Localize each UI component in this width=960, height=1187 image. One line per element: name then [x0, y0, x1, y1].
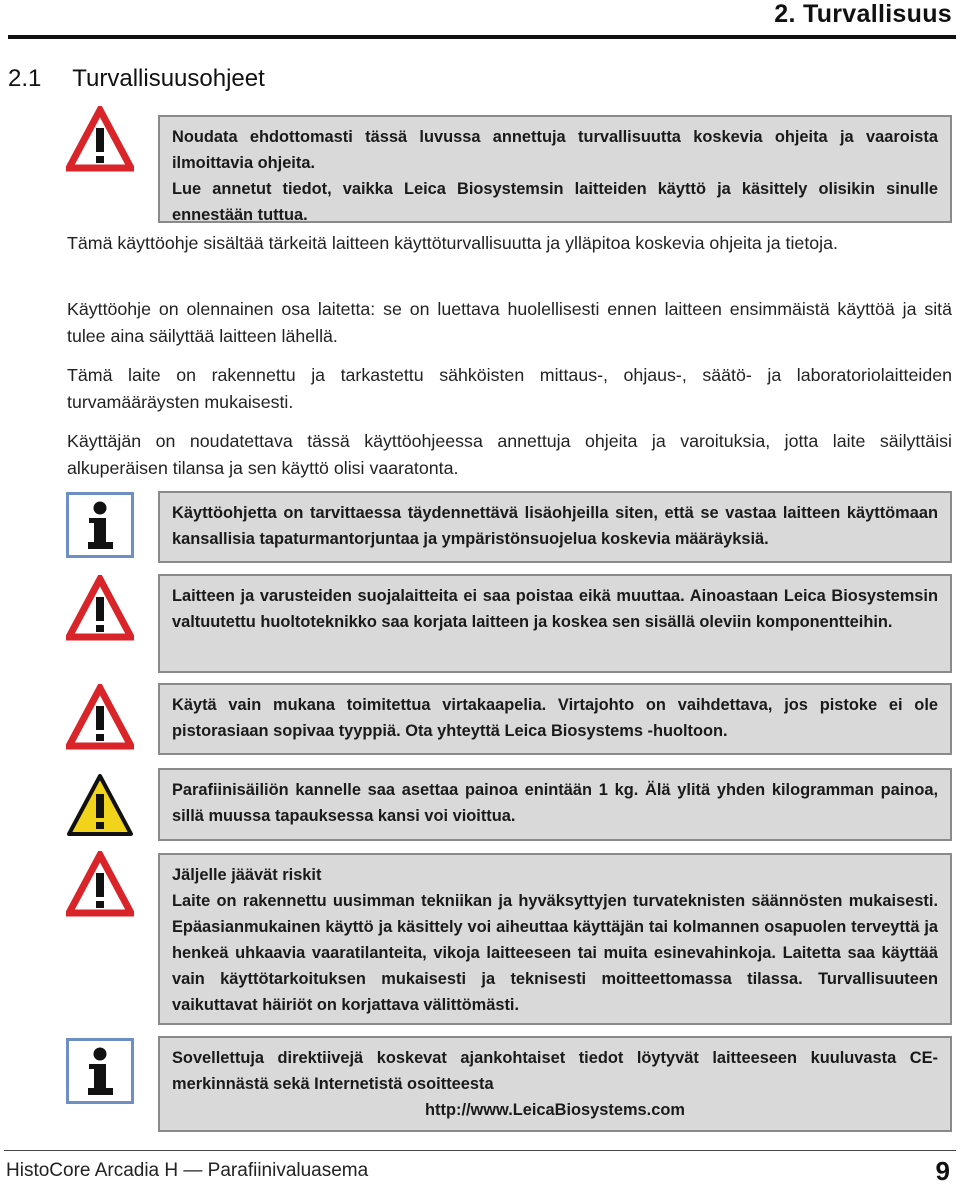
residual-risks-title: Jäljelle jäävät riskit [172, 866, 322, 884]
paragraph-3-text: Tämä laite on rakennettu ja tarkastettu sähköisten mittaus-, ohjaus-, säätö- ja laboratoriolaitteiden turvamääräysten mukaisesti. [67, 365, 952, 412]
paragraph-1-text: Tämä käyttöohje sisältää tärkeitä laitteen käyttöturvallisuutta ja ylläpitoa koskevia ohjeita ja tietoja. [67, 233, 838, 253]
info-icon [66, 1038, 134, 1104]
protective-devices-box [158, 574, 952, 673]
paragraph-2 [67, 296, 952, 350]
paraffin-lid-box [158, 768, 952, 841]
header-rule [8, 35, 956, 39]
footer-rule [4, 1150, 956, 1151]
residual-risks-text: Laite on rakennettu uusimman tekniikan ja hyväksyttyjen turvateknisten säännösten mukaisesti. Epäasianmukainen käyttö ja käsittely voi aiheuttaa käyttäjän tai kolmannen osapuolen terveyttä ja henkeä uhkaavia vaaratilanteita, vikoja laitteeseen tai muita esinevahinkoja. Laitetta saa käyttää vain käyttötarkoituksen mukaisesti ja teknisesti moitteettomassa tilassa. Turvallisuuteen vaikuttavat häiriöt on korjattava välittömästi. [172, 892, 938, 1014]
warning-triangle-icon [66, 106, 134, 172]
residual-risks-box [158, 853, 952, 1025]
power-cable-text: Käytä vain mukana toimitettua virtakaapelia. Virtajohto on vaihdettava, jos pistoke ei ole pistorasiaan sopivaa tyyppiä. Ota yhteyttä Leica Biosystems -huoltoon. [172, 696, 938, 740]
info-supplement-box [158, 491, 952, 563]
info-supplement-text: Käyttöohjetta on tarvittaessa täydennettävä lisäohjeilla siten, että se vastaa laitteen käyttömaan kansallisia tapaturmantorjuntaa ja ympäristönsuojelua koskevia määräyksiä. [172, 504, 938, 548]
warning-triangle-icon [66, 575, 134, 641]
protective-devices-text: Laitteen ja varusteiden suojalaitteita ei saa poistaa eikä muuttaa. Ainoastaan Leica Biosystemsin valtuutettu huoltoteknikko saa korjata laitteen ja koskea sen sisällä oleviin komponentteihin. [172, 587, 938, 631]
warning-triangle-icon [66, 684, 134, 750]
paragraph-3 [67, 362, 952, 416]
paraffin-lid-text: Parafiinisäiliön kannelle saa asettaa painoa enintään 1 kg. Älä ylitä yhden kilogramman painoa, sillä muussa tapauksessa kansi voi vioittua. [172, 781, 938, 825]
intro-warning-line-2: Lue annetut tiedot, vaikka Leica Biosystemsin laitteiden käyttö ja käsittely olisikin sinulle ennestään tuttua. [172, 180, 938, 224]
section-title: Turvallisuusohjeet [72, 65, 265, 92]
intro-warning-box [158, 115, 952, 223]
directives-text: Sovellettuja direktiivejä koskevat ajankohtaiset tiedot löytyvät laitteeseen kuuluvasta CE-merkinnästä sekä Internetistä osoitteesta [172, 1049, 938, 1093]
power-cable-box [158, 683, 952, 755]
section-heading [8, 65, 265, 93]
footer-product: HistoCore Arcadia H — Parafiinivaluasema [6, 1160, 369, 1181]
chapter-title: 2. Turvallisuus [774, 0, 952, 28]
intro-warning-line-1: Noudata ehdottomasti tässä luvussa annettuja turvallisuutta koskevia ohjeita ja vaaroista ilmoittavia ohjeita. [172, 128, 938, 172]
directives-url[interactable]: http://www.LeicaBiosystems.com [425, 1101, 685, 1119]
section-number: 2.1 [8, 65, 42, 92]
paragraph-4-text: Käyttäjän on noudatettava tässä käyttöohjeessa annettuja ohjeita ja varoituksia, jotta laite säilyttäisi alkuperäisen tilansa ja sen käyttö olisi vaaratonta. [67, 431, 952, 478]
info-icon [66, 492, 134, 558]
caution-triangle-icon [66, 772, 134, 838]
directives-box [158, 1036, 952, 1132]
paragraph-1 [67, 230, 952, 257]
page-number: 9 [935, 1156, 950, 1186]
warning-triangle-icon [66, 851, 134, 917]
paragraph-2-text: Käyttöohje on olennainen osa laitetta: se on luettava huolellisesti ennen laitteen ensimmäistä käyttöä ja sitä tulee aina säilyttää laitteen lähellä. [67, 299, 952, 346]
paragraph-4 [67, 428, 952, 482]
